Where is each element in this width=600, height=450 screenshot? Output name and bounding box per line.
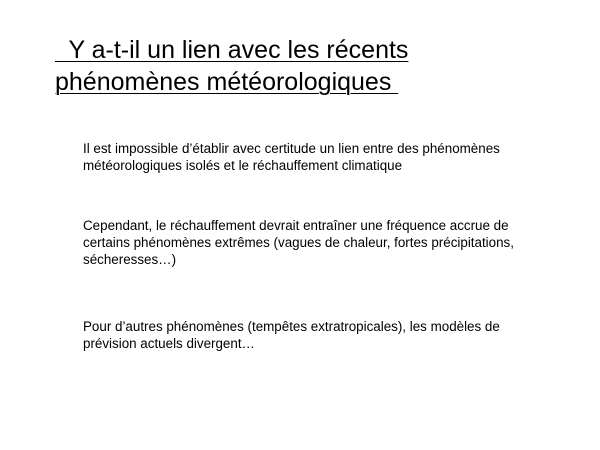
paragraph-extreme-events: Cependant, le réchauffement devrait entraîner une fréquence accrue de certains phénomènes extrêmes (vagues de chaleur, fortes précipitations, sécheresses…) (83, 218, 514, 267)
title-line-2: phénomènes météorologiques (55, 68, 399, 96)
paragraph-storms: Pour d’autres phénomènes (tempêtes extratropicales), les modèles de prévision actuels divergent… (83, 319, 500, 351)
slide-title (55, 34, 575, 98)
title-line-1: Y a-t-il un lien avec les récents (55, 36, 409, 64)
paragraph-causality: Il est impossible d’établir avec certitude un lien entre des phénomènes météorologiques isolés et le réchauffement climatique (83, 141, 500, 173)
